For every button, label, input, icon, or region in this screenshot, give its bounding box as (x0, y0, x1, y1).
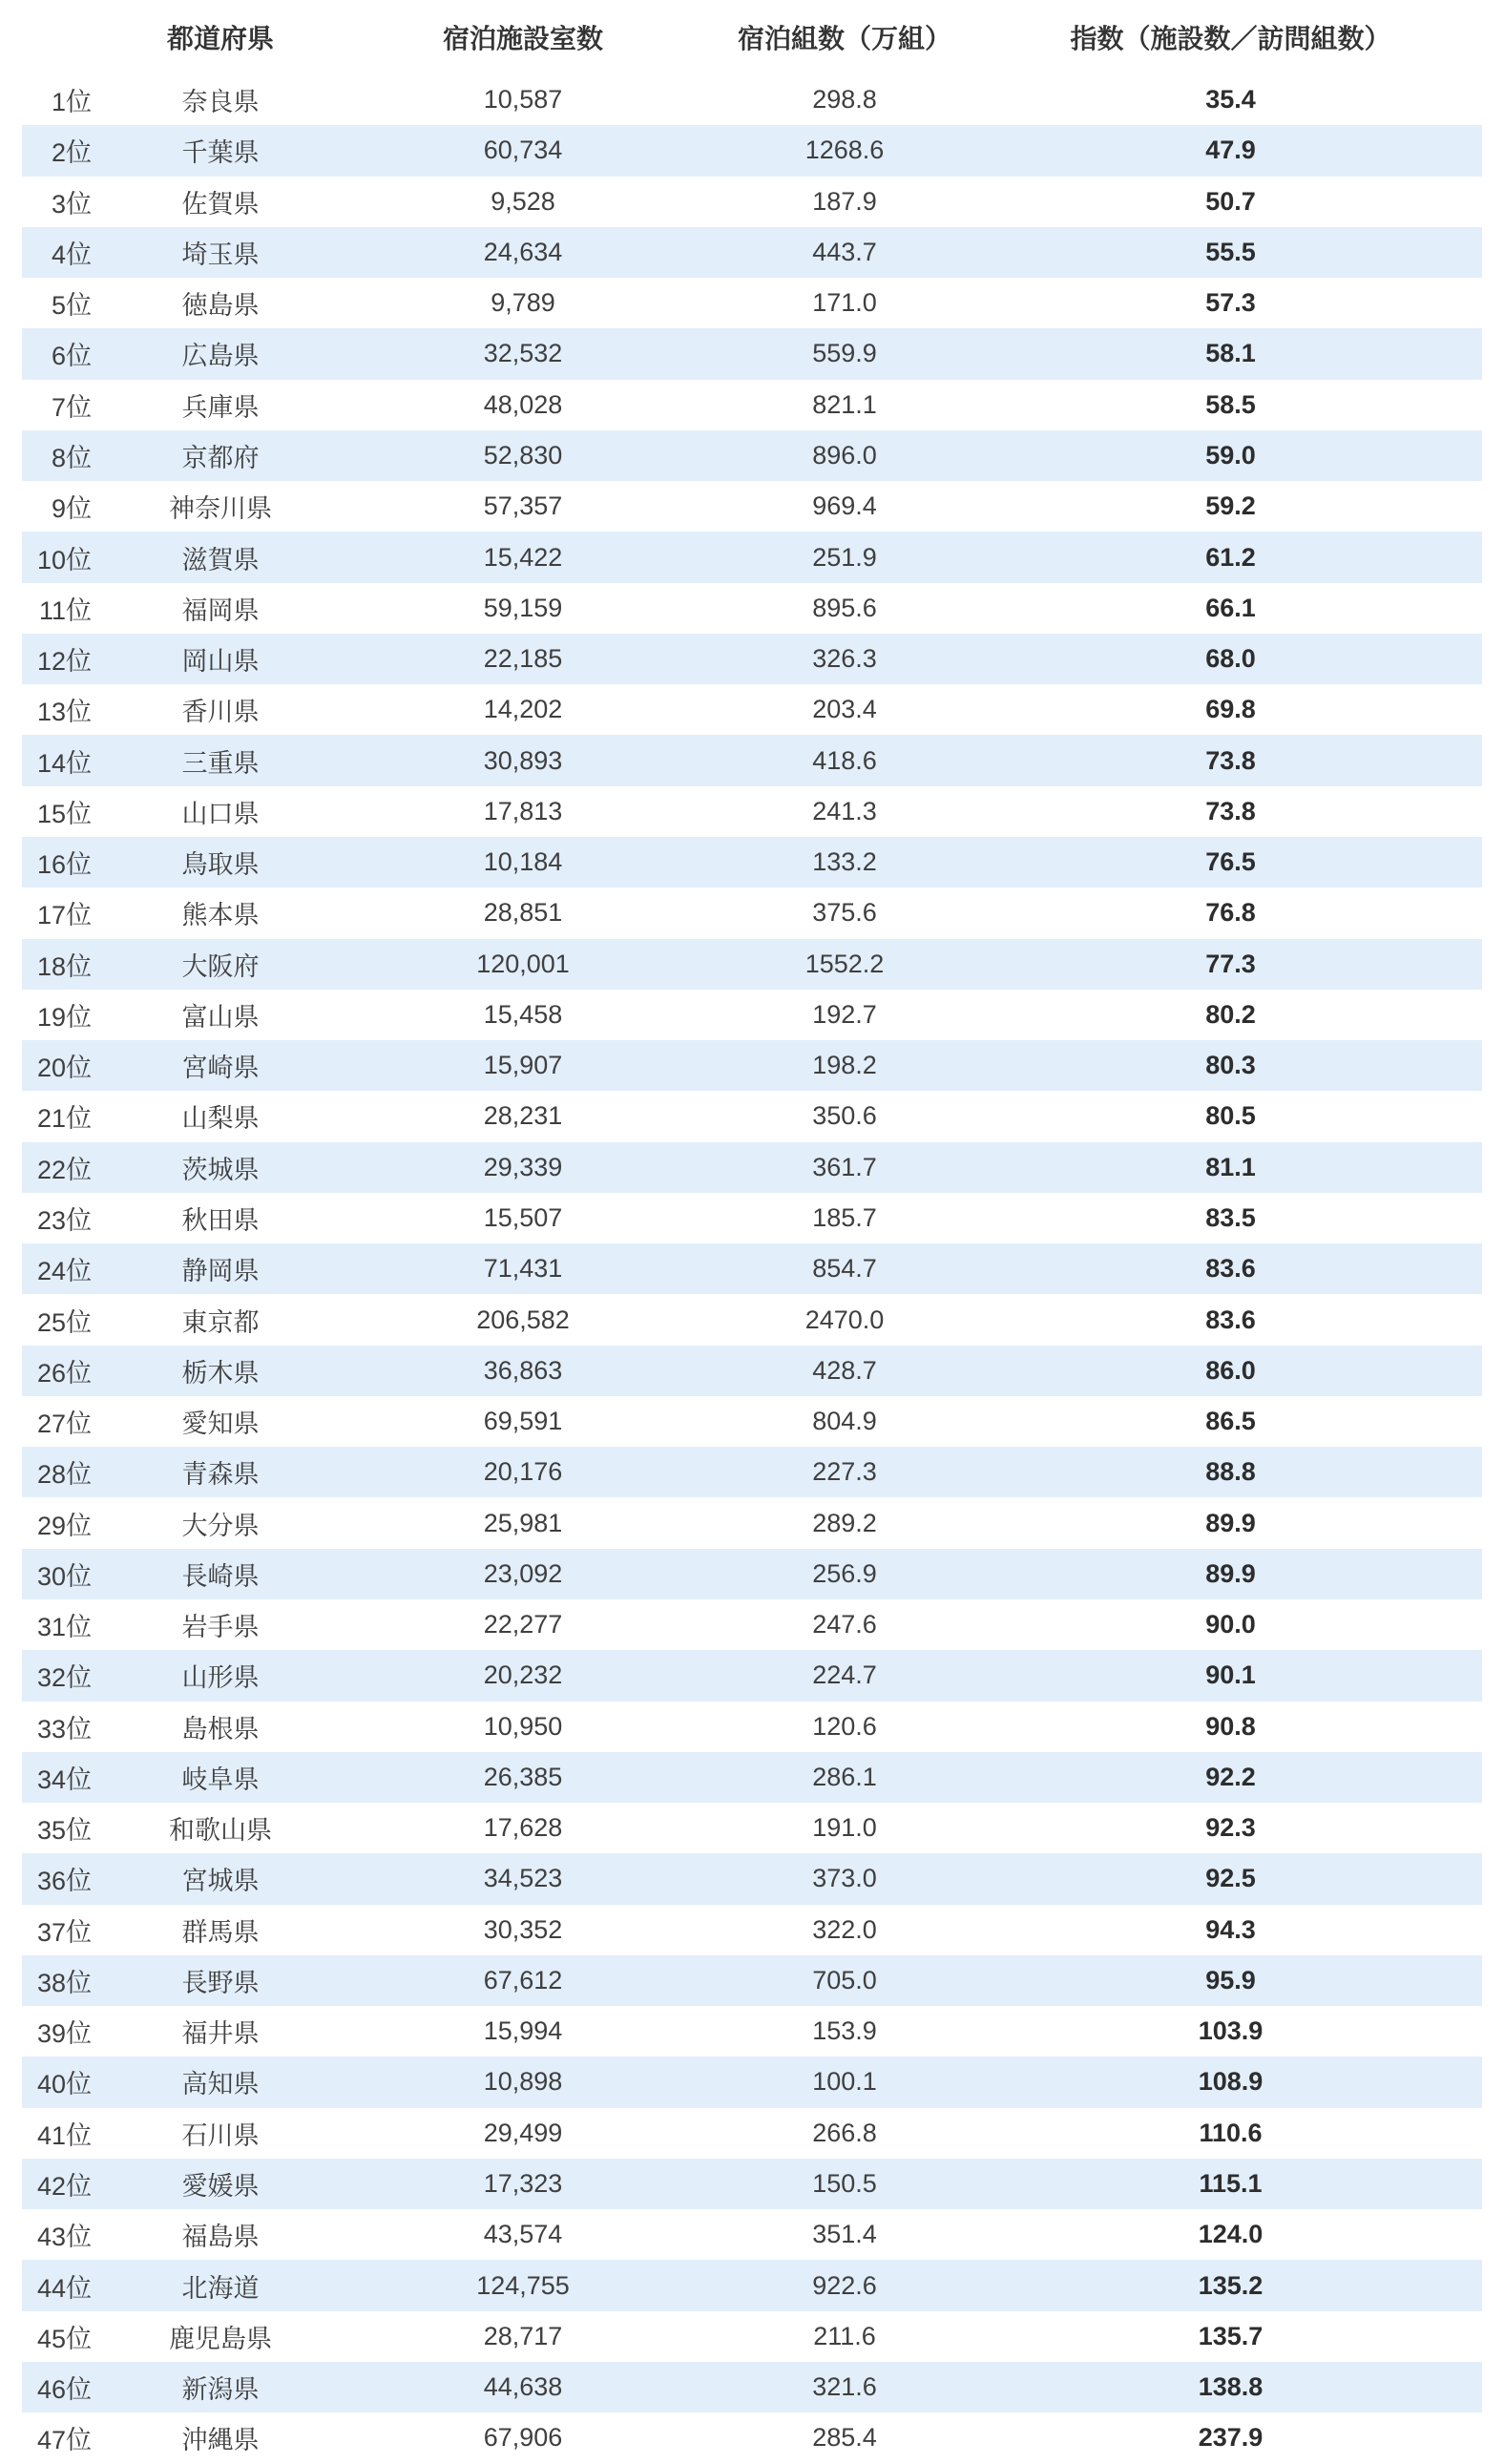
prefecture-cell: 和歌山県 (169, 1816, 272, 1846)
index-cell: 95.9 (1205, 1965, 1256, 1994)
rank-cell: 9位 (51, 494, 92, 524)
room-count-cell: 36,863 (483, 1355, 563, 1385)
rank-cell: 25位 (36, 1307, 92, 1337)
room-count-cell: 28,231 (483, 1101, 563, 1131)
rank-cell: 4位 (51, 240, 92, 269)
table-row (22, 2006, 1482, 2057)
index-cell: 57.3 (1205, 288, 1256, 318)
table-row (22, 1702, 1482, 1752)
prefecture-cell: 埼玉県 (181, 240, 260, 269)
index-cell: 83.6 (1205, 1254, 1256, 1284)
table-row (22, 380, 1482, 430)
room-count-cell: 17,813 (483, 796, 563, 825)
index-cell: 92.2 (1205, 1762, 1256, 1791)
index-cell: 73.8 (1205, 796, 1256, 825)
table-row (22, 1549, 1482, 1599)
rank-cell: 28位 (36, 1460, 92, 1490)
table-row (22, 1905, 1482, 1955)
prefecture-cell: 栃木県 (181, 1358, 260, 1388)
table-row (22, 735, 1482, 785)
guest-groups-cell: 1552.2 (804, 949, 885, 978)
prefecture-cell: 奈良県 (181, 88, 260, 117)
guest-groups-cell: 185.7 (812, 1202, 877, 1232)
index-cell: 110.6 (1199, 2118, 1263, 2147)
guest-groups-cell: 120.6 (812, 1711, 877, 1741)
rank-cell: 6位 (51, 342, 92, 371)
prefecture-cell: 徳島県 (181, 291, 260, 321)
table-row (22, 2209, 1482, 2260)
prefecture-cell: 福島県 (181, 2223, 260, 2252)
rank-cell: 43位 (36, 2223, 92, 2252)
guest-groups-cell: 133.2 (812, 847, 877, 877)
prefecture-cell: 愛知県 (181, 1409, 260, 1439)
index-cell: 92.5 (1205, 1864, 1256, 1893)
prefecture-cell: 大阪府 (181, 951, 260, 981)
prefecture-cell: 佐賀県 (181, 189, 260, 219)
room-count-cell: 124,755 (476, 2270, 570, 2300)
room-count-cell: 24,634 (483, 237, 563, 266)
guest-groups-cell: 171.0 (812, 288, 877, 318)
table-row (22, 1243, 1482, 1294)
rank-cell: 47位 (36, 2426, 92, 2455)
rank-cell: 46位 (36, 2375, 92, 2405)
table-row (22, 1803, 1482, 1853)
room-count-cell: 32,532 (483, 339, 563, 368)
index-cell: 80.2 (1205, 999, 1256, 1029)
guest-groups-cell: 322.0 (812, 1914, 877, 1944)
guest-groups-cell: 559.9 (812, 339, 877, 368)
prefecture-cell: 北海道 (181, 2273, 260, 2303)
table-row (22, 2260, 1482, 2310)
rank-cell: 24位 (36, 1257, 92, 1286)
guest-groups-cell: 203.4 (812, 695, 877, 724)
room-count-cell: 26,385 (483, 1762, 563, 1791)
rank-cell: 15位 (36, 799, 92, 828)
index-cell: 103.9 (1198, 2016, 1264, 2046)
prefecture-cell: 香川県 (181, 698, 260, 727)
guest-groups-cell: 298.8 (812, 85, 877, 115)
guest-groups-cell: 428.7 (812, 1355, 877, 1385)
index-cell: 135.2 (1198, 2270, 1264, 2300)
table-row (22, 1091, 1482, 1141)
table-row (22, 1650, 1482, 1701)
rank-cell: 12位 (36, 647, 92, 677)
room-count-cell: 30,352 (483, 1914, 563, 1944)
guest-groups-cell: 418.6 (812, 745, 877, 775)
rank-cell: 1位 (51, 88, 92, 117)
prefecture-cell: 宮城県 (181, 1867, 260, 1896)
prefecture-cell: 鹿児島県 (169, 2324, 272, 2353)
table-row (22, 2311, 1482, 2362)
room-count-cell: 22,277 (483, 1610, 563, 1639)
table-row (22, 481, 1482, 532)
table-row (22, 1447, 1482, 1497)
guest-groups-cell: 350.6 (812, 1101, 877, 1131)
header-index: 指数（施設数／訪問組数） (1070, 24, 1391, 53)
guest-groups-cell: 285.4 (812, 2423, 877, 2453)
room-count-cell: 17,323 (483, 2169, 563, 2199)
prefecture-cell: 静岡県 (181, 1257, 260, 1286)
rank-cell: 39位 (36, 2019, 92, 2049)
rank-cell: 19位 (36, 1002, 92, 1032)
index-cell: 124.0 (1198, 2220, 1264, 2249)
guest-groups-cell: 266.8 (812, 2118, 877, 2147)
guest-groups-cell: 224.7 (812, 1660, 877, 1690)
rank-cell: 26位 (36, 1358, 92, 1388)
index-cell: 68.0 (1205, 644, 1256, 674)
prefecture-cell: 岡山県 (181, 647, 260, 677)
prefecture-cell: 沖縄県 (181, 2426, 260, 2455)
prefecture-cell: 兵庫県 (181, 392, 260, 422)
table-row (22, 1294, 1482, 1345)
rank-cell: 45位 (36, 2324, 92, 2353)
prefecture-cell: 高知県 (181, 2070, 260, 2099)
room-count-cell: 30,893 (483, 745, 563, 775)
header-guest-groups: 宿泊組数（万組） (737, 24, 951, 53)
table-row (22, 634, 1482, 684)
guest-groups-cell: 804.9 (812, 1407, 877, 1436)
prefecture-cell: 福井県 (181, 2019, 260, 2049)
table-row (22, 684, 1482, 735)
prefecture-cell: 愛媛県 (181, 2172, 260, 2202)
rank-cell: 10位 (36, 545, 92, 574)
index-cell: 83.6 (1205, 1305, 1256, 1334)
prefecture-cell: 長野県 (181, 1968, 260, 1997)
rank-cell: 38位 (36, 1968, 92, 1997)
index-cell: 89.9 (1205, 1558, 1256, 1588)
room-count-cell: 120,001 (476, 949, 570, 978)
index-cell: 81.1 (1205, 1152, 1256, 1181)
guest-groups-cell: 187.9 (812, 186, 877, 216)
index-cell: 61.2 (1205, 542, 1256, 572)
room-count-cell: 34,523 (483, 1864, 563, 1893)
prefecture-cell: 千葉県 (181, 138, 260, 168)
table-row (22, 887, 1482, 938)
rank-cell: 31位 (36, 1613, 92, 1642)
index-cell: 66.1 (1205, 593, 1256, 622)
table-row (22, 1346, 1482, 1396)
rank-cell: 2位 (51, 138, 92, 168)
index-cell: 115.1 (1199, 2169, 1263, 2199)
table-row (22, 786, 1482, 837)
guest-groups-cell: 153.9 (812, 2016, 877, 2046)
prefecture-cell: 長崎県 (181, 1561, 260, 1591)
rank-cell: 34位 (36, 1764, 92, 1794)
guest-groups-cell: 192.7 (812, 999, 877, 1029)
room-count-cell: 29,339 (483, 1152, 563, 1181)
rank-cell: 20位 (36, 1054, 92, 1083)
prefecture-cell: 神奈川県 (169, 494, 272, 524)
room-count-cell: 206,582 (476, 1305, 570, 1334)
room-count-cell: 28,717 (483, 2321, 563, 2350)
rank-cell: 30位 (36, 1561, 92, 1591)
guest-groups-cell: 247.6 (812, 1610, 877, 1639)
index-cell: 59.2 (1205, 491, 1256, 521)
table-row (22, 583, 1482, 634)
room-count-cell: 17,628 (483, 1813, 563, 1843)
guest-groups-cell: 191.0 (812, 1813, 877, 1843)
index-cell: 90.0 (1205, 1610, 1256, 1639)
rank-cell: 27位 (36, 1409, 92, 1439)
header-rank (22, 0, 105, 74)
rank-cell: 17位 (36, 901, 92, 930)
room-count-cell: 14,202 (483, 695, 563, 724)
index-cell: 90.8 (1205, 1711, 1256, 1741)
table-row (22, 532, 1482, 582)
rank-cell: 22位 (36, 1155, 92, 1184)
index-cell: 58.5 (1205, 389, 1256, 419)
prefecture-cell: 山梨県 (181, 1104, 260, 1134)
prefecture-cell: 山形県 (181, 1663, 260, 1693)
index-cell: 76.8 (1205, 898, 1256, 928)
prefecture-cell: 青森県 (181, 1460, 260, 1490)
table-row (22, 939, 1482, 990)
prefecture-cell: 新潟県 (181, 2375, 260, 2405)
rank-cell: 7位 (51, 392, 92, 422)
table-row (22, 837, 1482, 887)
room-count-cell: 15,907 (483, 1051, 563, 1080)
rank-cell: 42位 (36, 2172, 92, 2202)
prefecture-cell: 鳥取県 (181, 850, 260, 880)
prefecture-cell: 山口県 (181, 799, 260, 828)
table-row (22, 990, 1482, 1040)
index-cell: 76.5 (1205, 847, 1256, 877)
header-prefecture: 都道府県 (166, 24, 274, 53)
prefecture-cell: 三重県 (181, 748, 260, 778)
prefecture-cell: 熊本県 (181, 901, 260, 930)
guest-groups-cell: 256.9 (812, 1558, 877, 1588)
prefecture-cell: 滋賀県 (181, 545, 260, 574)
guest-groups-cell: 289.2 (812, 1508, 877, 1537)
index-cell: 90.1 (1205, 1660, 1256, 1690)
prefecture-cell: 岩手県 (181, 1613, 260, 1642)
index-cell: 138.8 (1198, 2372, 1264, 2402)
table-row (22, 2057, 1482, 2107)
rank-cell: 8位 (51, 443, 92, 472)
guest-groups-cell: 100.1 (812, 2067, 877, 2097)
header-row (22, 0, 1482, 74)
guest-groups-cell: 2470.0 (804, 1305, 885, 1334)
table-row (22, 1396, 1482, 1447)
room-count-cell: 67,906 (483, 2423, 563, 2453)
table-row (22, 430, 1482, 481)
index-cell: 47.9 (1205, 136, 1256, 165)
table-row (22, 1853, 1482, 1904)
room-count-cell: 59,159 (483, 593, 563, 622)
index-cell: 83.5 (1205, 1202, 1256, 1232)
rank-cell: 11位 (38, 595, 92, 625)
guest-groups-cell: 443.7 (812, 237, 877, 266)
room-count-cell: 15,994 (483, 2016, 563, 2046)
index-cell: 108.9 (1198, 2067, 1264, 2097)
room-count-cell: 71,431 (483, 1254, 563, 1284)
guest-groups-cell: 361.7 (812, 1152, 877, 1181)
prefecture-cell: 茨城県 (181, 1155, 260, 1184)
prefecture-cell: 群馬県 (181, 1917, 260, 1947)
header-room-count: 宿泊施設室数 (442, 24, 603, 53)
table-row (22, 1497, 1482, 1548)
index-cell: 135.7 (1198, 2321, 1264, 2350)
guest-groups-cell: 321.6 (812, 2372, 877, 2402)
guest-groups-cell: 969.4 (812, 491, 877, 521)
room-count-cell: 57,357 (483, 491, 563, 521)
rank-cell: 18位 (36, 951, 92, 981)
room-count-cell: 10,898 (483, 2067, 563, 2097)
rank-cell: 23位 (36, 1205, 92, 1235)
room-count-cell: 23,092 (483, 1558, 563, 1588)
index-cell: 86.5 (1205, 1407, 1256, 1436)
rank-cell: 44位 (36, 2273, 92, 2303)
rank-cell: 13位 (36, 698, 92, 727)
rank-cell: 21位 (36, 1104, 92, 1134)
rank-cell: 36位 (36, 1867, 92, 1896)
table-row (22, 278, 1482, 328)
room-count-cell: 28,851 (483, 898, 563, 928)
table-row (22, 1752, 1482, 1803)
room-count-cell: 15,507 (483, 1202, 563, 1232)
table-row (22, 328, 1482, 379)
rank-cell: 41位 (36, 2120, 92, 2150)
index-cell: 94.3 (1205, 1914, 1256, 1944)
table-row (22, 1142, 1482, 1193)
guest-groups-cell: 895.6 (812, 593, 877, 622)
rank-cell: 32位 (36, 1663, 92, 1693)
rank-cell: 14位 (36, 748, 92, 778)
prefecture-cell: 宮崎県 (181, 1054, 260, 1083)
room-count-cell: 10,950 (483, 1711, 563, 1741)
guest-groups-cell: 922.6 (812, 2270, 877, 2300)
prefecture-cell: 島根県 (181, 1714, 260, 1744)
guest-groups-cell: 241.3 (812, 796, 877, 825)
index-cell: 237.9 (1198, 2423, 1264, 2453)
rank-cell: 5位 (51, 291, 92, 321)
rank-cell: 35位 (36, 1816, 92, 1846)
index-cell: 77.3 (1205, 949, 1256, 978)
index-cell: 92.3 (1205, 1813, 1256, 1843)
rank-cell: 3位 (51, 189, 92, 219)
guest-groups-cell: 211.6 (813, 2321, 876, 2350)
index-cell: 50.7 (1205, 186, 1256, 216)
index-cell: 55.5 (1205, 237, 1256, 266)
prefecture-cell: 京都府 (181, 443, 260, 472)
index-cell: 73.8 (1205, 745, 1256, 775)
guest-groups-cell: 854.7 (812, 1254, 877, 1284)
room-count-cell: 20,232 (483, 1660, 563, 1690)
room-count-cell: 15,422 (483, 542, 563, 572)
guest-groups-cell: 1268.6 (804, 136, 885, 165)
guest-groups-cell: 326.3 (812, 644, 877, 674)
rank-cell: 37位 (36, 1917, 92, 1947)
guest-groups-cell: 286.1 (812, 1762, 877, 1791)
index-cell: 86.0 (1205, 1355, 1256, 1385)
guest-groups-cell: 375.6 (812, 898, 877, 928)
guest-groups-cell: 821.1 (812, 389, 877, 419)
rank-cell: 40位 (36, 2070, 92, 2099)
guest-groups-cell: 150.5 (812, 2169, 877, 2199)
table-row (22, 1955, 1482, 2006)
guest-groups-cell: 351.4 (812, 2220, 877, 2249)
table-row (22, 1040, 1482, 1091)
prefecture-cell: 秋田県 (181, 1205, 260, 1235)
room-count-cell: 10,184 (483, 847, 563, 877)
prefecture-ranking-table (22, 0, 1482, 2463)
room-count-cell: 48,028 (483, 389, 563, 419)
prefecture-cell: 広島県 (181, 342, 260, 371)
room-count-cell: 69,591 (483, 1407, 563, 1436)
index-cell: 89.9 (1205, 1508, 1256, 1537)
prefecture-cell: 東京都 (181, 1307, 260, 1337)
room-count-cell: 15,458 (483, 999, 563, 1029)
index-cell: 35.4 (1205, 85, 1256, 115)
room-count-cell: 10,587 (483, 85, 563, 115)
guest-groups-cell: 251.9 (812, 542, 877, 572)
table-row (22, 2412, 1482, 2463)
table-row (22, 1193, 1482, 1243)
table-row (22, 2108, 1482, 2159)
prefecture-cell: 富山県 (181, 1002, 260, 1032)
index-cell: 69.8 (1205, 695, 1256, 724)
rank-cell: 29位 (36, 1511, 92, 1540)
index-cell: 80.5 (1205, 1101, 1256, 1131)
guest-groups-cell: 227.3 (812, 1457, 877, 1487)
table-row (22, 2159, 1482, 2209)
table-row (22, 2362, 1482, 2412)
room-count-cell: 43,574 (483, 2220, 563, 2249)
guest-groups-cell: 198.2 (812, 1051, 877, 1080)
room-count-cell: 25,981 (483, 1508, 563, 1537)
room-count-cell: 60,734 (483, 136, 563, 165)
prefecture-cell: 福岡県 (181, 595, 260, 625)
index-cell: 59.0 (1205, 440, 1256, 470)
table-row (22, 177, 1482, 227)
table-row (22, 1599, 1482, 1650)
table-row (22, 227, 1482, 278)
table-row (22, 125, 1482, 176)
room-count-cell: 67,612 (483, 1965, 563, 1994)
prefecture-cell: 岐阜県 (181, 1764, 260, 1794)
room-count-cell: 29,499 (483, 2118, 563, 2147)
room-count-cell: 52,830 (483, 440, 563, 470)
room-count-cell: 9,528 (491, 186, 555, 216)
guest-groups-cell: 373.0 (812, 1864, 877, 1893)
room-count-cell: 22,185 (483, 644, 563, 674)
guest-groups-cell: 896.0 (812, 440, 877, 470)
index-cell: 80.3 (1205, 1051, 1256, 1080)
rank-cell: 16位 (36, 850, 92, 880)
table-row (22, 74, 1482, 125)
guest-groups-cell: 705.0 (812, 1965, 877, 1994)
room-count-cell: 44,638 (483, 2372, 563, 2402)
index-cell: 88.8 (1205, 1457, 1256, 1487)
rank-cell: 33位 (36, 1714, 92, 1744)
room-count-cell: 20,176 (483, 1457, 563, 1487)
prefecture-cell: 大分県 (181, 1511, 260, 1540)
prefecture-cell: 石川県 (181, 2120, 260, 2150)
index-cell: 58.1 (1205, 339, 1256, 368)
room-count-cell: 9,789 (491, 288, 555, 318)
